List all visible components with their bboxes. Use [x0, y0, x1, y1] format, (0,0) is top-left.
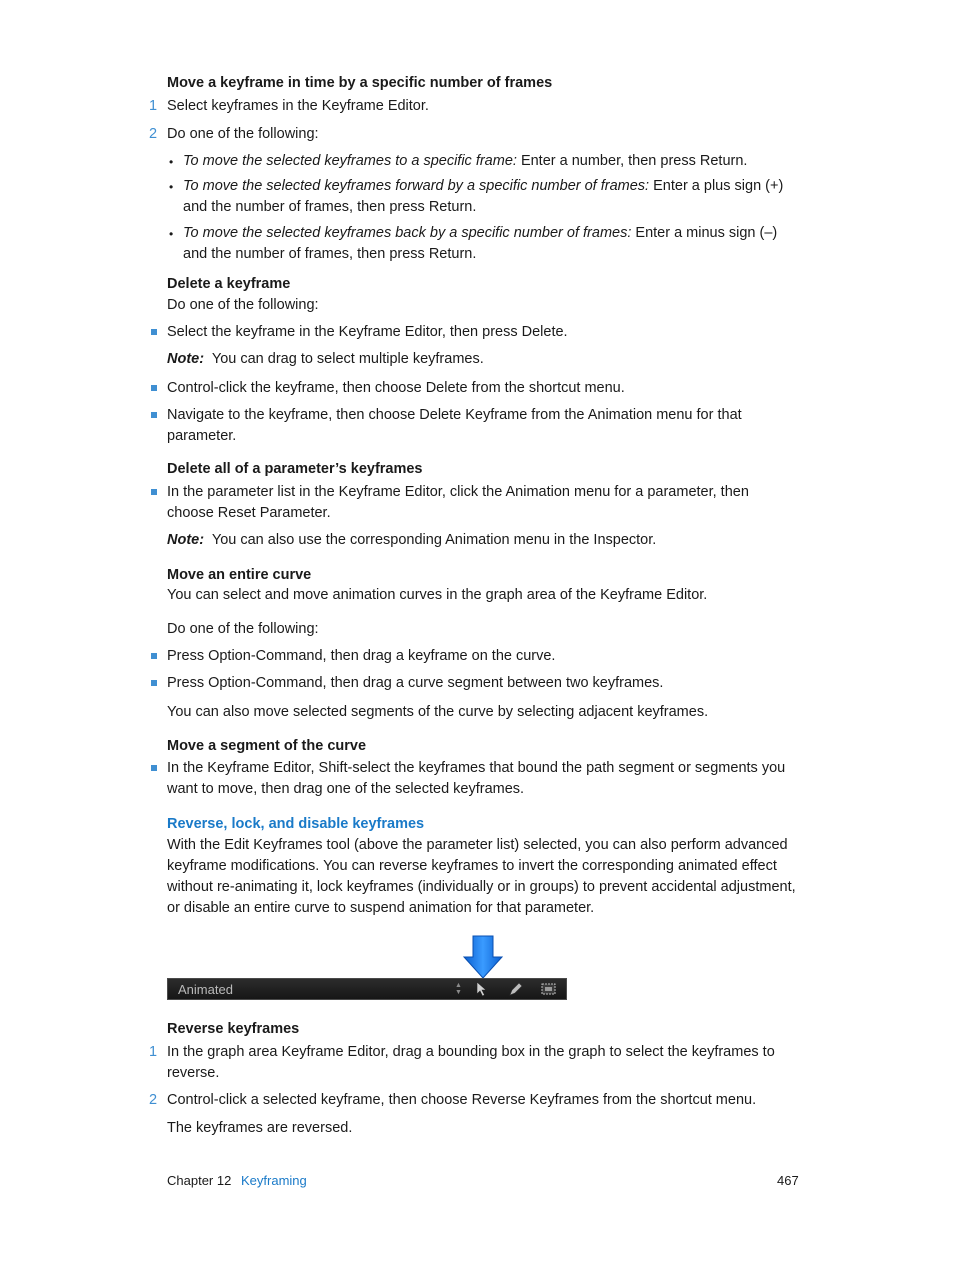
- bullet-square: [151, 385, 157, 391]
- note: [167, 349, 797, 370]
- popup-arrows-icon[interactable]: ▲ ▼: [455, 982, 462, 996]
- sub-bullet-text: Enter a plus sign (+) and the number of frames, then press Return.: [183, 178, 784, 215]
- bullet-square: [151, 329, 157, 335]
- sub-bullet-em: To move the selected keyframes to a specific frame:: [183, 153, 517, 169]
- bullet-dot: •: [169, 155, 174, 169]
- sub-bullet-em: To move the selected keyframes forward by a specific number of frames:: [183, 178, 650, 194]
- sub-bullet: [183, 223, 795, 265]
- footer-chapter-title[interactable]: Keyframing: [241, 1173, 307, 1188]
- sub-bullet: [183, 151, 795, 172]
- step-number: 2: [149, 126, 158, 142]
- step-number: 1: [149, 98, 158, 114]
- bullet-square: [151, 680, 157, 686]
- bullet-square: [151, 489, 157, 495]
- sub-bullet-em: To move the selected keyframes back by a specific number of frames:: [183, 225, 632, 241]
- down-arrow-callout-icon: [462, 935, 504, 979]
- footer-page-number: 467: [777, 1173, 799, 1188]
- sub-bullet: [183, 176, 795, 218]
- note-text: You can drag to select multiple keyframes.: [211, 351, 484, 367]
- list-item: Control-click the keyframe, then choose Delete from the shortcut menu.: [167, 380, 625, 396]
- note-label: Note:: [167, 532, 205, 548]
- intro-text: Do one of the following:: [167, 297, 319, 313]
- bullet-square: [151, 412, 157, 418]
- edit-keyframes-pointer-icon[interactable]: [476, 981, 488, 997]
- list-item: Press Option-Command, then drag a keyframe on the curve.: [167, 648, 556, 664]
- bullet-square: [151, 765, 157, 771]
- note-text: You can also use the corresponding Animation menu in the Inspector.: [211, 532, 657, 548]
- heading-delete-all: Delete all of a parameter’s keyframes: [167, 461, 423, 477]
- bullet-dot: •: [169, 180, 174, 194]
- note: [167, 530, 797, 551]
- list-item: In the Keyframe Editor, Shift-select the keyframes that bound the path segment or segments you want to move, then drag one of the selected keyframes.: [167, 760, 786, 797]
- step-number: 2: [149, 1092, 158, 1108]
- result-text: The keyframes are reversed.: [167, 1120, 353, 1136]
- sub-bullet-text: Enter a minus sign (–) and the number of frames, then press Return.: [183, 225, 778, 262]
- heading-move-curve: Move an entire curve: [167, 567, 312, 583]
- list-item: Navigate to the keyframe, then choose Delete Keyframe from the Animation menu for that parameter.: [167, 407, 742, 444]
- body-text: With the Edit Keyframes tool (above the parameter list) selected, you can also perform advanced keyframe modifications. You can reverse keyframes to invert the corresponding animated effect without re-animating it, lock keyframes (individually or in groups) to prevent accidental adjustment, or disable an entire curve to suspend animation for that parameter.: [167, 837, 796, 916]
- step-text: Do one of the following:: [167, 126, 319, 142]
- heading-reverse-lock-disable: Reverse, lock, and disable keyframes: [167, 816, 425, 832]
- heading-delete-keyframe: Delete a keyframe: [167, 276, 291, 292]
- list-item: In the parameter list in the Keyframe Editor, click the Animation menu for a parameter, then choose Reset Parameter.: [167, 484, 749, 521]
- animation-menu-value[interactable]: Animated: [178, 982, 233, 997]
- step-text: In the graph area Keyframe Editor, drag a bounding box in the graph to select the keyframes to reverse.: [167, 1044, 775, 1081]
- note-label: Note:: [167, 351, 205, 367]
- list-item: Select the keyframe in the Keyframe Editor, then press Delete.: [167, 324, 568, 340]
- footer-chapter: Chapter 12: [167, 1173, 232, 1188]
- intro-text: You can select and move animation curves in the graph area of the Keyframe Editor.: [167, 587, 708, 603]
- box-select-icon[interactable]: [540, 982, 558, 996]
- bullet-dot: •: [169, 227, 174, 241]
- step-text: Control-click a selected keyframe, then choose Reverse Keyframes from the shortcut menu.: [167, 1092, 757, 1108]
- heading-reverse-keyframes: Reverse keyframes: [167, 1021, 300, 1037]
- list-item: Press Option-Command, then drag a curve segment between two keyframes.: [167, 675, 664, 691]
- step-number: 1: [149, 1044, 158, 1060]
- heading-move-by-frames: Move a keyframe in time by a specific number of frames: [167, 75, 553, 91]
- pen-tool-icon[interactable]: [508, 981, 524, 997]
- intro-text: Do one of the following:: [167, 621, 319, 637]
- step-text: Select keyframes in the Keyframe Editor.: [167, 98, 429, 114]
- body-text: You can also move selected segments of the curve by selecting adjacent keyframes.: [167, 704, 709, 720]
- bullet-square: [151, 653, 157, 659]
- heading-move-segment: Move a segment of the curve: [167, 738, 367, 754]
- sub-bullet-text: Enter a number, then press Return.: [516, 153, 748, 169]
- keyframe-editor-toolbar: [167, 978, 567, 1000]
